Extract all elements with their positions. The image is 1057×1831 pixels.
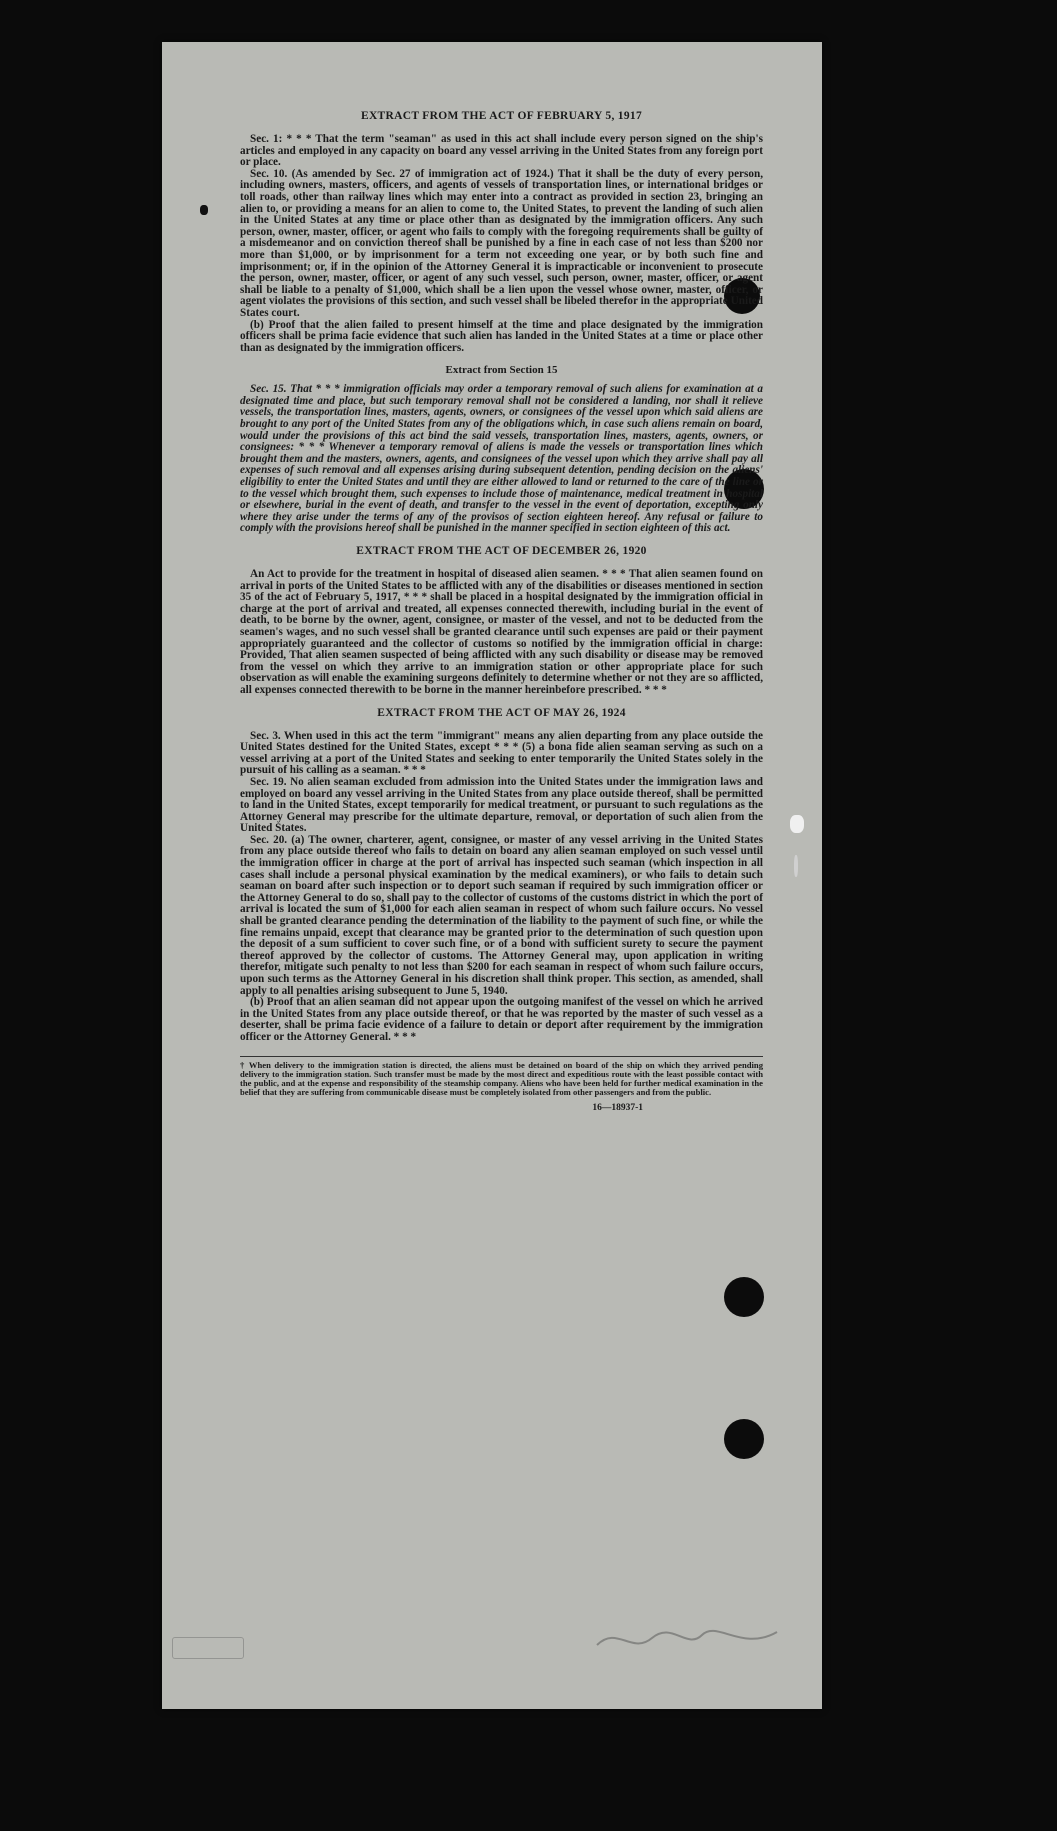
section-act-1924 (240, 707, 763, 1044)
section-15 (240, 364, 763, 535)
background-mark-icon (790, 815, 804, 833)
document-content (240, 110, 763, 1113)
paragraph-sec-1: Sec. 1: * * * That the term "seaman" as used in this act shall include every person signed on the ship's articles and employed in any capacity on board any vessel arriving in the United States from any foreign port or place. (240, 133, 763, 169)
heading-act-1924: EXTRACT FROM THE ACT OF MAY 26, 1924 (377, 706, 626, 719)
footnote: † When delivery to the immigration station is directed, the aliens must be detained on board of the ship on which they arrived pending delivery to the immigration station. Such transfer must be made by the most direct and expeditious route with the least possible contact with the public, and at the expense and responsibility of the steamship company. Aliens who have been held for further medical examination in the belief that they are suffering from communicable disease must be completely isolated from other passengers and from the public. (240, 1056, 763, 1098)
heading-act-1917: EXTRACT FROM THE ACT OF FEBRUARY 5, 1917 (360, 110, 643, 122)
background-mark-icon (200, 205, 208, 215)
paragraph-sec-19: Sec. 19. No alien seaman excluded from admission into the United States under the immigration laws and employed on board any vessel arriving in the United States from any place outside thereof, shall be permitted to land in the United States, except temporarily for medical treatment, or pursuant to such regulations as the Attorney General may prescribe for the ultimate departure, removal, or deportation of such alien from the United States. (240, 775, 763, 835)
form-number: 16—18937-1 (592, 1103, 643, 1114)
section-act-1920 (240, 545, 763, 697)
paragraph-sec-20a: Sec. 20. (a) The owner, charterer, agent, consignee, or master of any vessel arriving in the United States from any place outside thereof who fails to detain on board any alien seaman employed on such vessel until the immigration officer in charge at the port of arrival has inspected such seaman (which inspection in all cases shall include a personal physical examination by the medical examiners), or who fails to detain such seaman on board after such inspection or to deport such seaman if required by such immigration officer or the Attorney General to do so, shall pay to the collector of customs of the customs district in which the port of arrival is located the sum of $1,000 for each alien seaman in respect of whom such failure occurs. No vessel shall be granted clearance pending the determination of the liability to the payment of such fine, or while the fine remains unpaid, except that clearance may be granted prior to the determination of such question upon the deposit of a sum sufficient to cover such fine, or of a bond with sufficient surety to secure the payment thereof approved by the collector of customs. The Attorney General may, upon application in writing therefor, mitigate such penalty to not less than $200 for each seaman in respect of whom such failure occurs, upon such terms as the Attorney General in his discretion shall think proper. This section, as amended, shall apply to all penalties arising subsequent to June 5, 1940. (240, 833, 763, 997)
heading-section-15: Extract from Section 15 (445, 364, 558, 377)
paragraph-sec-10b: (b) Proof that the alien failed to present himself at the time and place designated by the immigration officers shall be prima facie evidence that such alien has landed in the United States at a time or place other than as designated by the immigration officers. (240, 318, 763, 354)
signature-scribble-icon (592, 1620, 782, 1660)
paragraph-sec-3: Sec. 3. When used in this act the term "immigrant" means any alien departing from any place outside the United States destined for the United States, except * * * (5) a bona fide alien seaman serving as such on a vessel arriving at a port of the United States and seeking to enter temporarily the United States solely in the pursuit of his calling as a seaman. * * * (240, 729, 763, 777)
punch-hole-icon (724, 1277, 764, 1317)
paragraph-sec-20b: (b) Proof that an alien seaman did not appear upon the outgoing manifest of the vessel on which he arrived in the United States from any place outside thereof, or that he was reported by the master of such vessel as a deserter, shall be prima facie evidence of a failure to detain or deport after requirement by the immigration officer or the Attorney General. * * * (240, 996, 763, 1043)
paragraph-act-1920: An Act to provide for the treatment in hospital of diseased alien seamen. * * * That alien seamen found on arrival in ports of the United States to be afflicted with any of the disabilities or diseases mentioned in section 35 of the act of February 5, 1917, * * * shall be placed in a hospital designated by the immigration official in charge at the port of arrival and treated, all expenses connected therewith, including burial in the event of death, to be borne by the owner, agent, consignee, or master of the vessel, and not to be deducted from the seamen's wages, and no such vessel shall be granted clearance until such expenses are paid or their payment appropriately guaranteed and the collector of customs so notified by the immigration official in charge: Provided, That alien seamen suspected of being afflicted with any such disability or disease may be removed from the vessel on which they arrive to an immigration station or other appropriate place for such observation as will enable the examining surgeons definitely to determine whether or not they are so afflicted, all expenses connected therewith to be borne in the manner hereinbefore prescribed. * * * (240, 568, 763, 696)
paragraph-sec-10: Sec. 10. (As amended by Sec. 27 of immigration act of 1924.) That it shall be the duty of every person, including owners, masters, officers, and agents of vessels of transportation lines, or international bridges or toll roads, other than railway lines which may enter into a contract as provided in section 23, bringing an alien to, or providing a means for an alien to come to, the United States, to prevent the landing of such alien in the United States at any time or place other than as designated by the immigration officers. Any such person, owner, master, officer, or agent who fails to comply with the foregoing requirements shall be guilty of a misdemeanor and on conviction thereof shall be punished by a fine in each case of not less than $200 nor more than $1,000, or by imprisonment for a term not exceeding one year, or by both such fine and imprisonment; or, if in the opinion of the Attorney General it is impracticable or inconvenient to prosecute the person, owner, master, officer, or agent of any such vessel, such person, owner, master, officer, or agent shall be liable to a penalty of $1,000, which shall be a lien upon the vessel whose owner, master, officer, or agent violates the provisions of this section, and such vessel shall be libeled therefor in the appropriate United States court. (240, 167, 763, 319)
punch-hole-icon (724, 1419, 764, 1459)
heading-act-1920: EXTRACT FROM THE ACT OF DECEMBER 26, 1920 (356, 545, 647, 557)
section-act-1917 (240, 110, 763, 354)
faint-stamp (172, 1637, 244, 1659)
background-mark-icon (794, 855, 798, 877)
paragraph-sec-15: Sec. 15. That * * * immigration officials may order a temporary removal of such aliens for examination at a designated time and place, but such temporary removal shall not be considered a landing, nor shall it relieve vessels, the transportation lines, masters, agents, owners, or consignees of the vessel upon which said aliens are brought to any port of the United States from any of the obligations which, in case such aliens remain on board, would under the provisions of this act bind the said vessels, transportation lines, masters, agents, owners, or consignees: * * * Whenever a temporary removal of aliens is made the vessels or transportation lines which brought them and the masters, owners, agents, and consignees of the vessel upon which they arrive shall pay all expenses of such removal and all expenses arising during subsequent detention, pending decision on the aliens' eligibility to enter the United States and until they are either allowed to land or returned to the care of the line or to the vessel which brought them, such expenses to include those of maintenance, medical treatment in hospital or elsewhere, burial in the event of death, and transfer to the vessel in the event of deportation, excepting only where they arise under the terms of any of the provisos of section eighteen hereof. Any refusal or failure to comply with the provisions hereof shall be punished in the manner specified in section eighteen of this act. (240, 383, 763, 535)
document-page (162, 42, 822, 1709)
